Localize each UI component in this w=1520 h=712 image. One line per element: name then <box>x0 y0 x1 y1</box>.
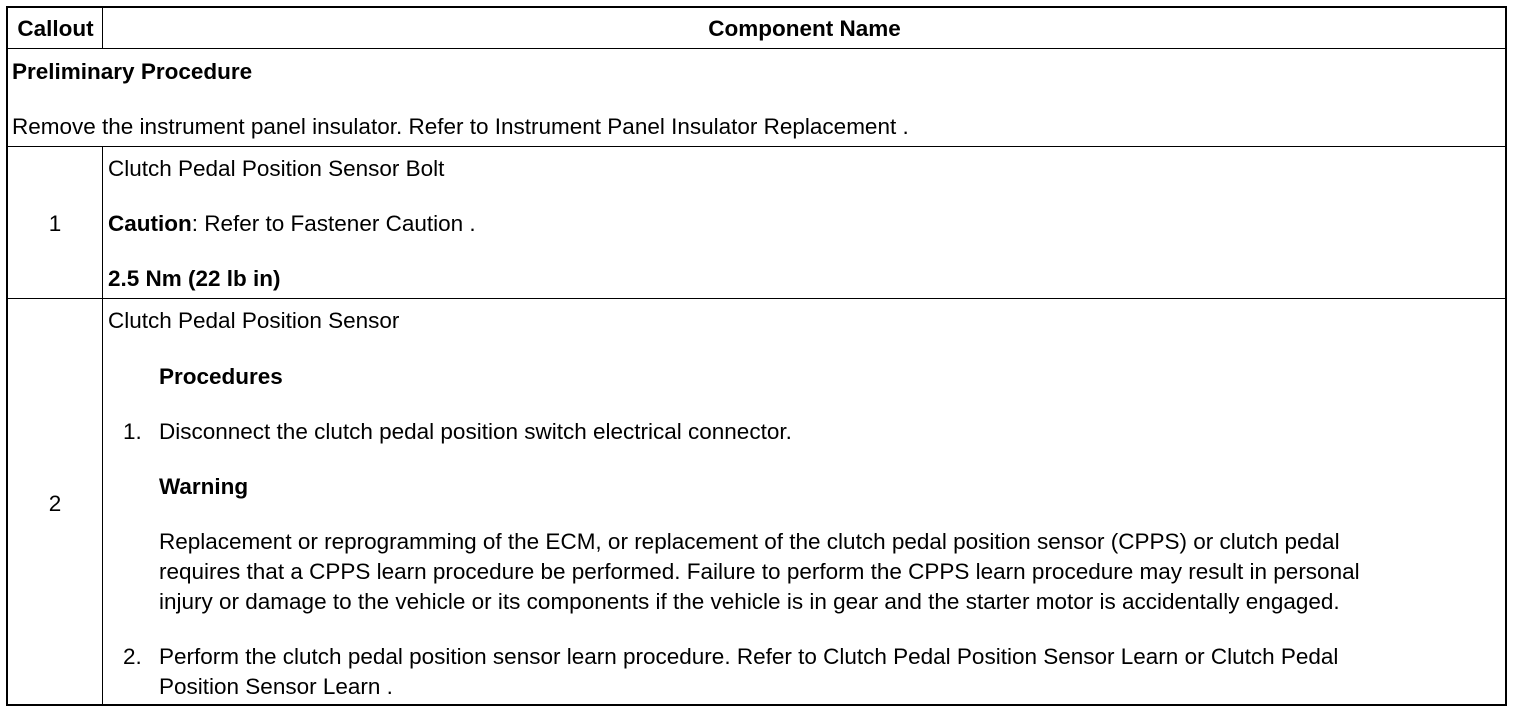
row-1-caution <box>108 211 476 237</box>
row-1-name: Clutch Pedal Position Sensor Bolt <box>108 156 445 181</box>
header-divider <box>102 8 103 48</box>
procedures-title: Procedures <box>159 364 283 389</box>
step-2-line-2: Position Sensor Learn . <box>159 674 393 699</box>
warning-title: Warning <box>159 474 249 499</box>
warning-line-2: requires that a CPPS learn procedure be performed. Failure to perform the CPPS learn procedure may result in personal <box>159 559 1360 584</box>
procedure-table <box>6 6 1507 706</box>
row-1-torque: 2.5 Nm (22 lb in) <box>108 266 281 291</box>
step-1-number: 1. <box>123 419 142 444</box>
caution-text: : Refer to Fastener Caution . <box>191 211 476 236</box>
column-divider <box>102 146 103 704</box>
caution-label: Caution <box>108 211 192 236</box>
row-divider <box>8 146 1505 147</box>
row-divider <box>8 298 1505 299</box>
row-2-callout: 2 <box>48 491 62 516</box>
row-divider <box>8 48 1505 49</box>
preliminary-text: Remove the instrument panel insulator. Refer to Instrument Panel Insulator Replacement . <box>12 114 909 139</box>
step-2-line-1: Perform the clutch pedal position sensor learn procedure. Refer to Clutch Pedal Position Sensor Learn or Clutch Pedal <box>159 644 1339 669</box>
step-2-number: 2. <box>123 644 142 669</box>
step-1-text: Disconnect the clutch pedal position switch electrical connector. <box>159 419 792 444</box>
warning-line-1: Replacement or reprogramming of the ECM, or replacement of the clutch pedal position sensor (CPPS) or clutch pedal <box>159 529 1340 554</box>
warning-line-3: injury or damage to the vehicle or its components if the vehicle is in gear and the starter motor is accidentally engaged. <box>159 589 1340 614</box>
row-2-name: Clutch Pedal Position Sensor <box>108 308 400 333</box>
preliminary-title: Preliminary Procedure <box>12 59 253 84</box>
row-1-callout: 1 <box>48 211 62 236</box>
header-component-name: Component Name <box>708 16 901 41</box>
header-callout: Callout <box>17 16 94 41</box>
